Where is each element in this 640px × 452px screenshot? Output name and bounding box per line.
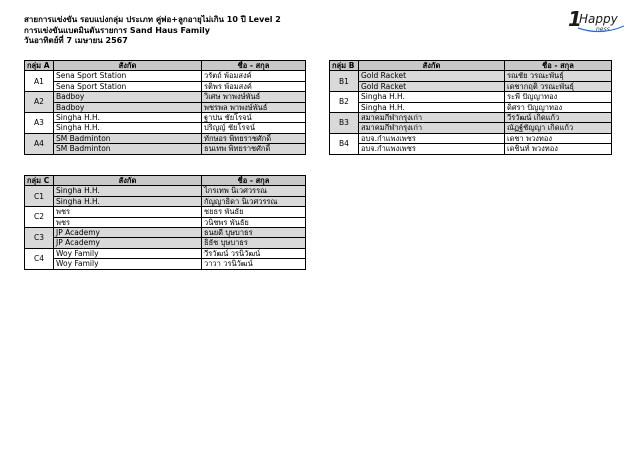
team-a3-row-2 <box>25 123 306 133</box>
name-header: ชื่อ - สกุล <box>202 61 306 71</box>
club-cell: JP Academy <box>54 238 202 248</box>
group-c-table <box>24 175 306 270</box>
club-cell: JP Academy <box>54 228 202 238</box>
name-cell: รติพร พ้อมสงค์ <box>202 81 306 91</box>
name-cell: วนิชพร พันธัย <box>202 217 306 227</box>
club-cell: Badboy <box>54 92 202 102</box>
team-a4-row-2 <box>25 144 306 154</box>
svg-text:ness: ness <box>596 26 610 33</box>
team-id: C1 <box>25 186 54 207</box>
name-cell: ชยธร พันธัย <box>202 207 306 217</box>
club-cell: อบจ.กำแพงเพชร <box>359 133 505 143</box>
name-cell: ณัฏฐ์ชัญญา เกิดแก้ว <box>505 123 612 133</box>
club-cell: SM Badminton <box>54 133 202 143</box>
team-id: A2 <box>25 92 54 113</box>
club-cell: สมาคมกีฬากรุงเก่า <box>359 123 505 133</box>
title-line: สายการแข่งขัน รอบแบ่งกลุ่ม ประเภท คู่พ่อ+ลูกอายุไม่เกิน 10 ปี Level 2 <box>24 15 281 24</box>
event-line: การแข่งขันแบดมินตันรายการ Sand Haus Family <box>24 25 210 35</box>
name-cell: วาวา วรนิวัฒน์ <box>202 259 306 269</box>
club-cell: Gold Racket <box>359 71 505 81</box>
name-cell: เดชา พวงทอง <box>505 133 612 143</box>
team-id: B2 <box>330 92 359 113</box>
svg-text:Happy: Happy <box>579 12 618 26</box>
team-id: B4 <box>330 133 359 154</box>
team-b1-row-1 <box>330 71 612 81</box>
club-cell: Sena Sport Station <box>54 81 202 91</box>
club-cell: พชร <box>54 207 202 217</box>
team-c4-row-2 <box>25 259 306 269</box>
name-cell: กัญญาธิดา นิเวศวรรณ <box>202 196 306 206</box>
team-id: C4 <box>25 248 54 269</box>
club-cell: พชร <box>54 217 202 227</box>
team-a3-row-1 <box>25 113 306 123</box>
team-b4-row-1 <box>330 133 612 143</box>
club-cell: Singha H.H. <box>54 186 202 196</box>
team-id: B3 <box>330 113 359 134</box>
team-b1-row-2 <box>330 81 612 91</box>
name-cell: พชรพล พาพงษ์พันธ์ <box>202 102 306 112</box>
name-cell: เดชากฤติ วรณะพันธุ์ <box>505 81 612 91</box>
club-cell: Woy Family <box>54 248 202 258</box>
name-header: ชื่อ - สกุล <box>202 176 306 186</box>
name-cell: วรัตถ์ พ้อมสงค์ <box>202 71 306 81</box>
name-cell: วีรวัฒน์ วรนิวัฒน์ <box>202 248 306 258</box>
team-a4-row-1 <box>25 133 306 143</box>
group-a-table <box>24 60 306 155</box>
club-cell: Gold Racket <box>359 81 505 91</box>
document-header <box>24 15 281 47</box>
team-c3-row-1 <box>25 228 306 238</box>
group-b-table <box>329 60 612 155</box>
name-cell: ฐาปน ชัยโรจน์ <box>202 113 306 123</box>
name-cell: รณชัย วรณะพันธุ์ <box>505 71 612 81</box>
club-header: สังกัด <box>54 61 202 71</box>
club-cell: Singha H.H. <box>54 123 202 133</box>
team-a1-row-2 <box>25 81 306 91</box>
name-cell: เดชินท์ พวงทอง <box>505 144 612 154</box>
name-cell: ปริญญ์ ชัยโรจน์ <box>202 123 306 133</box>
name-header: ชื่อ - สกุล <box>505 61 612 71</box>
team-id: C2 <box>25 207 54 228</box>
club-cell: Woy Family <box>54 259 202 269</box>
team-a2-row-2 <box>25 102 306 112</box>
club-cell: สมาคมกีฬากรุงเก่า <box>359 113 505 123</box>
name-cell: ระพี ปัญญาทอง <box>505 92 612 102</box>
team-id: A3 <box>25 113 54 134</box>
club-cell: Singha H.H. <box>359 92 505 102</box>
happyness-logo <box>566 6 628 36</box>
name-cell: ธนเทพ พิทยราชศักดิ์ <box>202 144 306 154</box>
team-b3-row-2 <box>330 123 612 133</box>
club-cell: อบจ.กำแพงเพชร <box>359 144 505 154</box>
happyness-logo-icon <box>566 6 628 36</box>
name-cell: ทักษอร พิทยราชศักดิ์ <box>202 133 306 143</box>
team-c2-row-1 <box>25 207 306 217</box>
svg-text:1: 1 <box>568 7 582 31</box>
team-c2-row-2 <box>25 217 306 227</box>
team-a2-row-1 <box>25 92 306 102</box>
team-b3-row-1 <box>330 113 612 123</box>
team-c1-row-1 <box>25 186 306 196</box>
team-a1-row-1 <box>25 71 306 81</box>
group-a-title: กลุ่ม A <box>25 61 54 71</box>
team-b2-row-1 <box>330 92 612 102</box>
name-cell: ธิธัช บุษบาธร <box>202 238 306 248</box>
club-cell: Singha H.H. <box>359 102 505 112</box>
club-cell: Badboy <box>54 102 202 112</box>
club-header: สังกัด <box>359 61 505 71</box>
team-id: A4 <box>25 133 54 154</box>
group-c-title: กลุ่ม C <box>25 176 54 186</box>
name-cell: ไกรเทพ นิเวศวรรณ <box>202 186 306 196</box>
club-cell: SM Badminton <box>54 144 202 154</box>
team-id: C3 <box>25 228 54 249</box>
team-id: B1 <box>330 71 359 92</box>
name-cell: ดิศรา ปัญญาทอง <box>505 102 612 112</box>
club-cell: Singha H.H. <box>54 113 202 123</box>
club-cell: Sena Sport Station <box>54 71 202 81</box>
name-cell: วิเศษ พาพงษ์พันธ์ <box>202 92 306 102</box>
name-cell: วีรวัฒน์ เกิดแก้ว <box>505 113 612 123</box>
team-b2-row-2 <box>330 102 612 112</box>
team-c4-row-1 <box>25 248 306 258</box>
date-line: วันอาทิตย์ที่ 7 เมษายน 2567 <box>24 36 128 45</box>
team-b4-row-2 <box>330 144 612 154</box>
club-cell: Singha H.H. <box>54 196 202 206</box>
group-b-title: กลุ่ม B <box>330 61 359 71</box>
club-header: สังกัด <box>54 176 202 186</box>
team-id: A1 <box>25 71 54 92</box>
team-c1-row-2 <box>25 196 306 206</box>
name-cell: ธนยดี บุษบาธร <box>202 228 306 238</box>
team-c3-row-2 <box>25 238 306 248</box>
